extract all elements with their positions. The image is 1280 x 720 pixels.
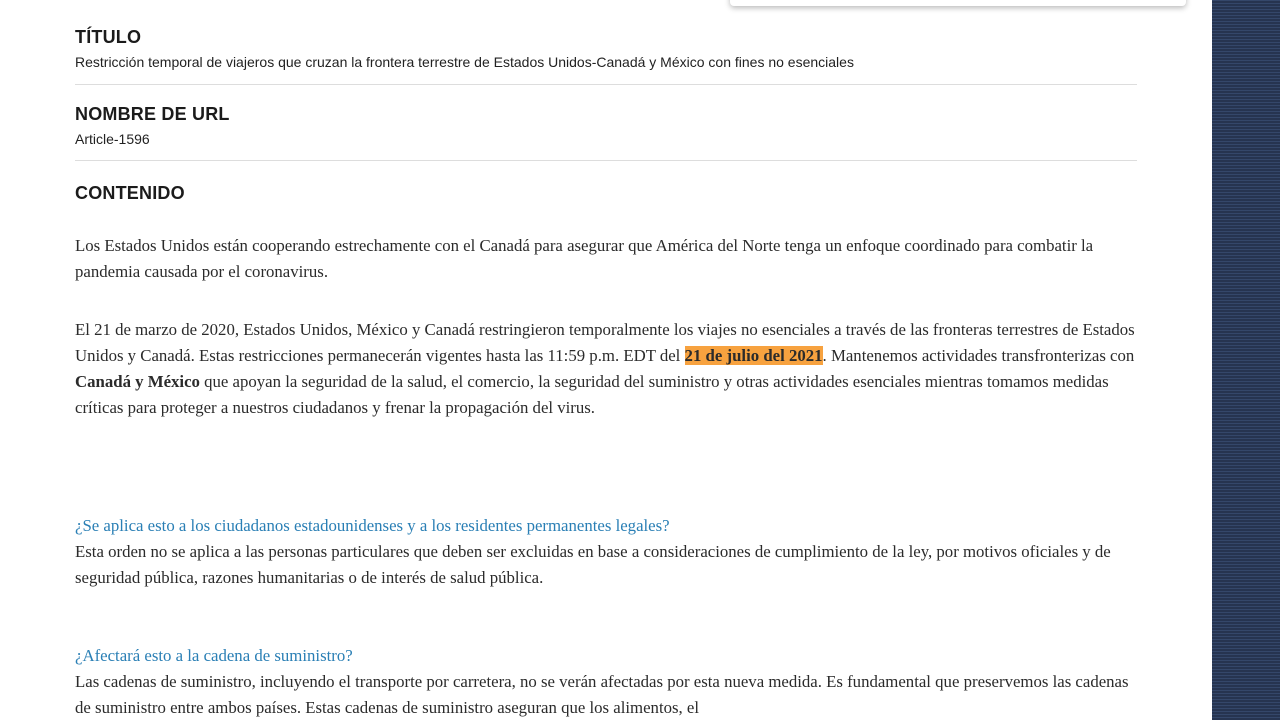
content-paragraph-1: Los Estados Unidos están cooperando estrechamente con el Canadá para asegurar que América del Norte tenga un enfoque coordinado para combatir la pandemia causada por el coronavirus. — [75, 236, 1094, 281]
content-paragraph-2 — [75, 317, 1137, 421]
dropdown-panel-edge — [730, 0, 1186, 6]
title-field — [75, 27, 1137, 85]
faq-answer-2: Las cadenas de suministro, incluyendo el transporte por carretera, no se verán afectadas por esta nueva medida. Es fundamental que preservemos las cadenas de suministro entre ambos países. Estas cadenas de suministro aseguran que los alimentos, el — [75, 672, 1129, 717]
paragraph-2-text-b: . Mantenemos actividades transfronterizas con — [822, 346, 1135, 365]
url-name-field — [75, 104, 1137, 161]
paragraph-2-text-c: que apoyan la seguridad de la salud, el comercio, la seguridad del suministro y otras actividades esenciales mientras tomamos medidas críticas para proteger a nuestros ciudadanos y frenar la propagación del virus. — [75, 372, 1109, 417]
faq-question-1: ¿Se aplica esto a los ciudadanos estadounidenses y a los residentes permanentes legales? — [75, 516, 670, 535]
title-value: Restricción temporal de viajeros que cruzan la frontera terrestre de Estados Unidos-Canadá y México con fines no esenciales — [75, 54, 854, 70]
url-name-value: Article-1596 — [75, 131, 150, 147]
url-name-label: NOMBRE DE URL — [75, 104, 230, 124]
faq-answer-1: Esta orden no se aplica a las personas particulares que deben ser excluidas en base a consideraciones de cumplimiento de la ley, por motivos oficiales y de seguridad pública, razones humanitarias o de interés de salud pública. — [75, 542, 1111, 587]
bold-countries: Canadá y México — [75, 372, 200, 391]
right-side-panel — [1212, 0, 1280, 720]
paragraph-2-text-a: El 21 de marzo de 2020, Estados Unidos, México y Canadá restringieron temporalmente los viajes no esenciales a través de las fronteras terrestres de Estados Unidos y Canadá. Estas restricciones permanecerán vigentes hasta las 11:59 p.m. EDT del — [75, 320, 1135, 365]
content-label: CONTENIDO — [75, 183, 185, 203]
title-label: TÍTULO — [75, 27, 142, 47]
highlighted-date: 21 de julio del 2021 — [684, 346, 823, 365]
faq-question-2: ¿Afectará esto a la cadena de suministro? — [75, 646, 353, 665]
